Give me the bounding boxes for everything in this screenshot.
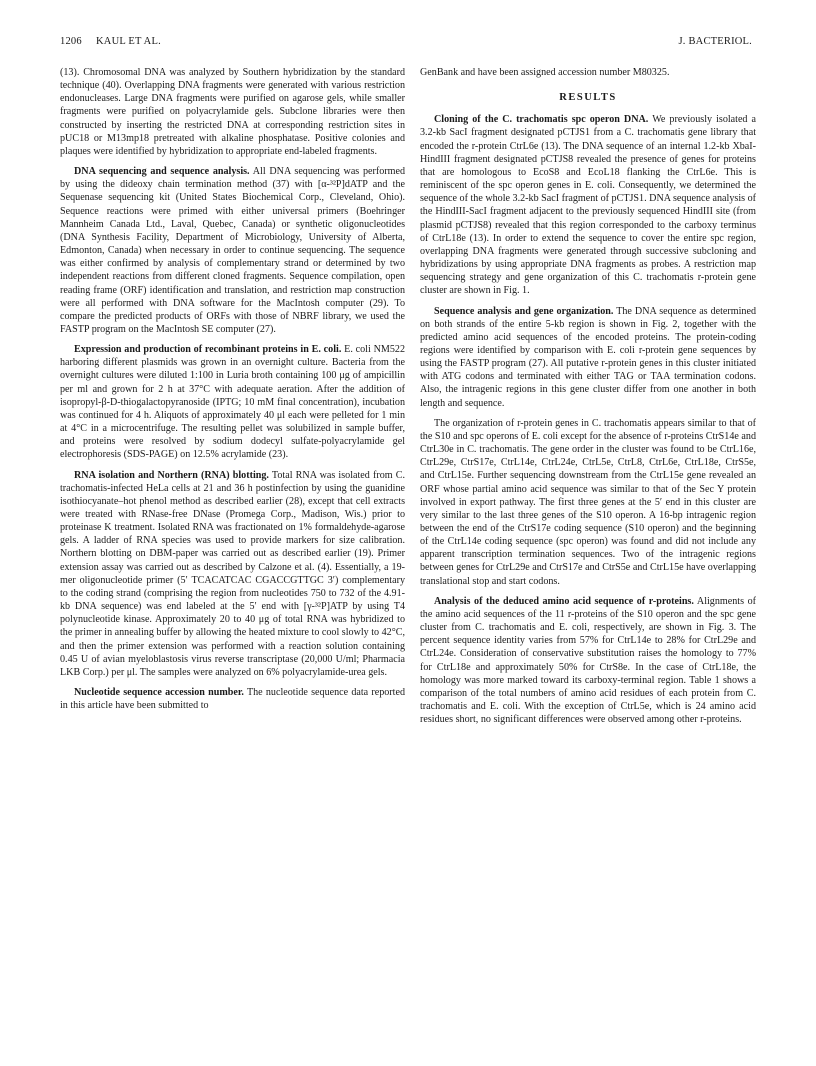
rna-isolation-text: Total RNA was isolated from C. trachomatis-infected HeLa cells at 21 and 36 h postinfection by using the guanidine isothiocyanate–hot phenol method as described earlier (28), except that cell extracts were treated with RNase-free DNase (Promega Corp., Madison, Wis.) prior to proteinase K treatment. Isolated RNA was fractionated on 1% formaldehyde-agarose gels. A ladder of RNA species was used to provide markers for size calibration. Northern blotting on DBM-paper was carried out as described earlier (19). Primer extension assay was carried out as described by Calzone et al. (4). Essentially, a 19-mer oligonucleotide primer (5′ TCACATCAC CGACCGTTGC 3′) complementary to the coding strand (comprising the region from nucleotides 750 to 732 of the 4.91-kb DNA sequence) was end labeled at the 5′ end with [γ-³²P]ATP by using T4 polynucleotide kinase. Approximately 20 to 40 μg of total RNA was hybridized to the primer in annealing buffer by allowing the heated mixture to cool slowly to 42°C, and then the primer extension was performed with a reaction solution containing 0.45 U of avian myeloblastosis virus reverse transcriptase (20,000 U/ml; Pharmacia LKB Corp.) per μl. The samples were analyzed on 6% polyacrylamide-urea gels. [60,469,406,678]
amino-acid-analysis-text: Alignments of the amino acid sequences of the 11 r-proteins of the S10 operon and the spc gene cluster from C. trachomatis and E. coli, respectively, are shown in Fig. 3. The percent sequence identity varies from 57% for CtrL14e to 28% for CtrL29e and CtrL24e. Consideration of conservative substitution raises the homology to 77% for CtrL18e and approximately 50% for CtrS8e. In the case of CtrL18e, the homology was more marked toward its carboxy-terminal region. Table 1 shows a comparison of the total numbers of amino acid residues of each protein from C. trachomatis and E. coli. With the exception of CtrL5e, which is 24 amino acid residues short, no significant differences were observed among other r-proteins. [420,595,756,726]
sequence-analysis-text: The DNA sequence as determined on both strands of the entire 5-kb region is shown in Fig. 2, together with the predicted amino acid sequences of the encoded proteins. The protein-coding regions were identified by comparison with E. coli r-protein gene sequences by using the FASTP program (27). All putative r-protein genes in this cluster initiated with ATG codons and terminated with either TAG or TAA termination codons. Also, the intragenic regions in this gene cluster differ from one another in both length and sequence. [420,305,757,409]
southern-hybridization-paragraph: (13). Chromosomal DNA was analyzed by Southern hybridization by the standard technique (40). Overlapping DNA fragments were generated with various restriction endonucleases. Large DNA fragments were purified on agarose gels, while smaller fragments were purified on polyacrylamide gels. Subclone libraries were then constructed by inserting the restricted DNA at corresponding restriction sites in pUC18 or M13mp18 pretreated with alkaline phosphatase. Positive colonies and plaques were identified by hybridization to appropriate end-labeled fragments. [60,67,405,157]
page-number: 1206 [60,36,82,47]
dna-sequencing-paragraph [60,165,405,336]
cloning-heading: Cloning of the C. trachomatis spc operon DNA. [434,114,649,126]
expression-heading: Expression and production of recombinant proteins in E. coli. [74,344,342,356]
accession-continuation: GenBank and have been assigned accession number M80325. [420,67,670,78]
cloning-text: We previously isolated a 3.2-kb SacI fragment designated pCTJS1 from a C. trachomatis gene library that encoded the r-protein CtrL6e (13). The DNA sequence of an internal 1.2-kb XbaI-HindIII fragment designated pCTJS8 revealed the presence of genes for proteins that are homologous to EcoS8 and EcoL18 flanking the CtrL6e. This is reminiscent of the spc operon genes in E. coli. Consequently, we determined the sequence of the whole 3.2-kb SacI fragment of pCTJS1. DNA sequence analysis of the HindIII-SacI fragment adjacent to the previously sequenced HindIII site (from plasmid pCTJS8) revealed that this region corresponded to the carboxy terminus of CtrL18e (13). In order to extend the sequence to cover the entire spc region, overlapping DNA fragments were generated through successive subcloning and hybridizations by using appropriate DNA fragments as probes. A restriction map sequencing strategy and gene organization of this C. trachomatis r-protein gene cluster are shown in Fig. 1. [420,114,757,297]
results-section-title: RESULTS [559,92,617,104]
running-head-authors: KAUL ET AL. [96,36,161,47]
amino-acid-analysis-heading: Analysis of the deduced amino acid sequence of r-proteins. [434,595,694,607]
sequence-analysis-heading: Sequence analysis and gene organization. [434,305,614,317]
sequence-analysis-paragraph [420,305,756,410]
rna-isolation-heading: RNA isolation and Northern (RNA) blotting. [74,469,269,481]
expression-paragraph [60,343,405,461]
accession-text: The nucleotide sequence data reported in this article have been submitted to [60,687,405,712]
amino-acid-analysis-paragraph [420,595,756,727]
right-column [420,66,756,726]
accession-paragraph [60,686,405,712]
gene-organization-paragraph: The organization of r-protein genes in C. trachomatis appears similar to that of the S10 and spc operons of E. coli except for the absence of r-proteins CtrS14e and CtrL30e in C. trachomatis. The gene order in the cluster was found to be CtrL16e, CtrL29e, CtrS17e, CtrL14e, CtrL24e, CtrL5e, CtrL8, CtrL6e, CtrL18e, CtrS5e, and CtrL15e. Further sequencing downstream from the CtrL15e gene revealed an ORF whose partial amino acid sequence was similar to that of the Sec Y protein involved in export pathway. The first three genes at the 5′ end in this cluster are very similar to the last three genes of the S10 operon. A 16-bp intragenic region between the end of the CtrS17e coding sequence (S10 operon) and the beginning of the CtrL14e coding sequence (spc operon) was found and did not include any apparent transcription termination sequences. Two of the intragenic regions between genes for CtrL29e and CtrS17e and CtrS5e and CtrL15e have overlapping translational stop and start codons. [420,417,756,587]
cloning-paragraph [420,113,756,297]
left-column [60,66,405,712]
dna-sequencing-heading: DNA sequencing and sequence analysis. [74,166,250,178]
rna-isolation-paragraph [60,469,405,680]
accession-heading: Nucleotide sequence accession number. [74,687,244,699]
running-head-journal: J. BACTERIOL. [678,36,752,47]
dna-sequencing-text: All DNA sequencing was performed by using the dideoxy chain termination method (37) with [α-³²P]dATP and the Sequenase sequencing kit (United States Biochemical Corp., Cleveland, Ohio). Sequence reactions were primed with either universal primers (Boehringer Mannheim Canada Ltd., Laval, Quebec, Canada) or synthetic oligonucleotides (DNA Synthesis Facility, Department of Microbiology, University of Alberta, Edmonton, Canada) when necessary in order to continue sequencing. The sequence was either confirmed by analysis of complementary strand or determined by two independent reactions from different cloned fragments. Sequence compilation, open reading frame (ORF) identification and translation, and restriction map construction were all performed with DNA software for the MacIntosh computer (29). To compare the predicted products of ORFs with those of NBRF library, we used the FASTP program on the MacIntosh SE computer (27). [60,166,405,335]
expression-text: E. coli NM522 harboring different plasmids was grown in an overnight culture. Bacteria from the overnight cultures were diluted 1:100 in Luria broth containing 100 μg of ampicillin per ml and grown for 2 h at 37°C with adequate aeration. After the addition of isopropyl-β-D-thiogalactopyranoside (IPTG; 10 mM final concentration), incubation was continued for 4 h. Aliquots of approximately 40 μl each were pelleted for 1 min at 4°C in a microcentrifuge. The resulting pellet was solubilized in sample buffer, and proteins were resolved by sodium dodecyl sulfate-polyacrylamide gel electrophoresis (SDS-PAGE) on 12.5% acrylamide (23). [60,344,405,461]
